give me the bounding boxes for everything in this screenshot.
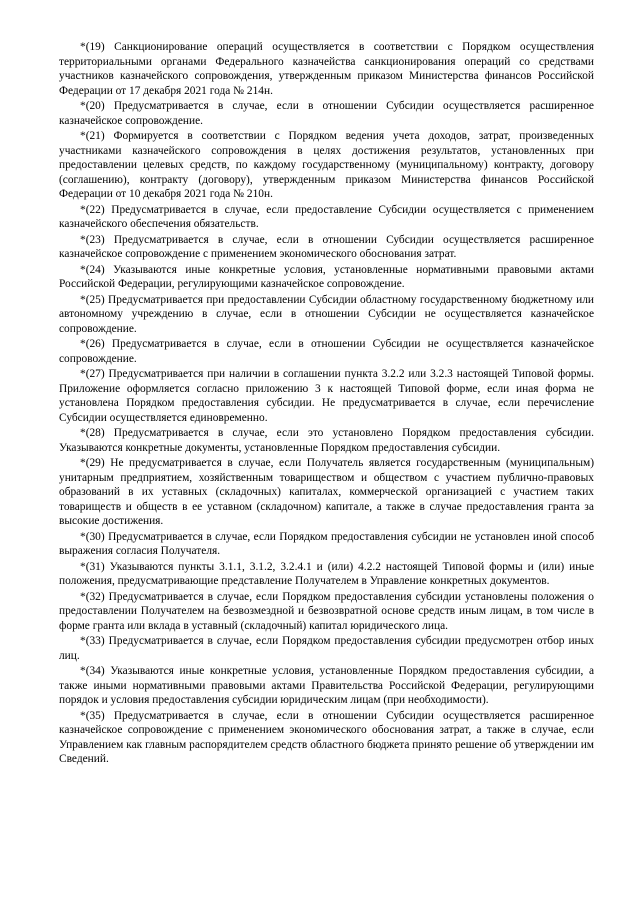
footnote-21: *(21) Формируется в соответствии с Порядком ведения учета доходов, затрат, произведенных участниками казначейского сопровождения в целях достижения результатов, установленных при предоставлении целевых средств, по каждому государственному (муниципальному) контракту, договору (соглашению), контракту (договору), утвержденным приказом Министерства финансов Российской Федерации от 10 декабря 2021 года № 210н. (59, 130, 594, 200)
document-page (59, 40, 594, 768)
footnote-24: *(24) Указываются иные конкретные условия, установленные нормативными правовыми актами Российской Федерации, регулирующими казначейское сопровождение. (59, 263, 594, 290)
footnote-26: *(26) Предусматривается в случае, если в отношении Субсидии не осуществляется казначейское сопровождение. (59, 338, 594, 365)
footnote-25: *(25) Предусматривается при предоставлении Субсидии областному государственному бюджетному или автономному учреждению в случае, если в отношении Субсидии не осуществляется казначейское сопровождение. (59, 293, 594, 335)
footnote-23: *(23) Предусматривается в случае, если в отношении Субсидии осуществляется расширенное казначейское сопровождение с применением экономического обоснования затрат. (59, 233, 594, 260)
footnote-28: *(28) Предусматривается в случае, если это установлено Порядком предоставления субсидии. Указываются конкретные документы, установленные Порядком предоставления субсидии. (59, 427, 594, 454)
footnote-33: *(33) Предусматривается в случае, если Порядком предоставления субсидии предусмотрен отбор иных лиц. (59, 635, 594, 662)
footnote-19: *(19) Санкционирование операций осуществляется в соответствии с Порядком осуществления территориальными органами Федерального казначейства санкционирования операций со средствами участников казначейского сопровождения, утвержденным приказом Министерства финансов Российской Федерации от 17 декабря 2021 года № 214н. (59, 41, 594, 97)
footnote-27: *(27) Предусматривается при наличии в соглашении пункта 3.2.2 или 3.2.3 настоящей Типовой формы. Приложение оформляется согласно приложению 3 к настоящей Типовой форме, если иная форма не установлена Порядком предоставления субсидии. Не предусматривается в случае, если перечисление Субсидии осуществляется единовременно. (59, 368, 594, 424)
footnote-20: *(20) Предусматривается в случае, если в отношении Субсидии осуществляется расширенное казначейское сопровождение. (59, 100, 594, 127)
footnote-22: *(22) Предусматривается в случае, если предоставление Субсидии осуществляется с применением казначейского обеспечения обязательств. (59, 203, 594, 230)
footnote-34: *(34) Указываются иные конкретные условия, установленные Порядком предоставления субсидии, а также иными нормативными правовыми актами Правительства Российской Федерации, регулирующими порядок и условия предоставления субсидии юридическим лицам (при необходимости). (59, 665, 594, 706)
footnote-30: *(30) Предусматривается в случае, если Порядком предоставления субсидии не установлен иной способ выражения согласия Получателя. (59, 530, 594, 557)
footnote-31: *(31) Указываются пункты 3.1.1, 3.1.2, 3.2.4.1 и (или) 4.2.2 настоящей Типовой формы и (или) иные положения, предусматривающие представление Получателем в Управление конкретных документов. (59, 560, 594, 587)
footnote-35: *(35) Предусматривается в случае, если в отношении Субсидии осуществляется расширенное казначейское сопровождение с применением экономического обоснования затрат, а также в случае, если Управлением как главным распорядителем средств областного бюджета принято решение об утверждении им Сведений. (59, 709, 594, 765)
footnote-32: *(32) Предусматривается в случае, если Порядком предоставления субсидии установлены положения о предоставлении Получателем на безвозмездной и безвозвратной основе средств иным лицам, в том числе в форме гранта или вклада в уставный (складочный) капитал юридического лица. (59, 590, 594, 632)
footnote-29: *(29) Не предусматривается в случае, если Получатель является государственным (муниципальным) унитарным предприятием, хозяйственным товариществом и обществом с участием публично-правовых образований в их уставных (складочных) капиталах, коммерческой организацией с участием таких товариществ и обществ в ее уставном (складочном) капитале, а также в случае предоставления гранта за высокие достижения. (59, 457, 594, 527)
